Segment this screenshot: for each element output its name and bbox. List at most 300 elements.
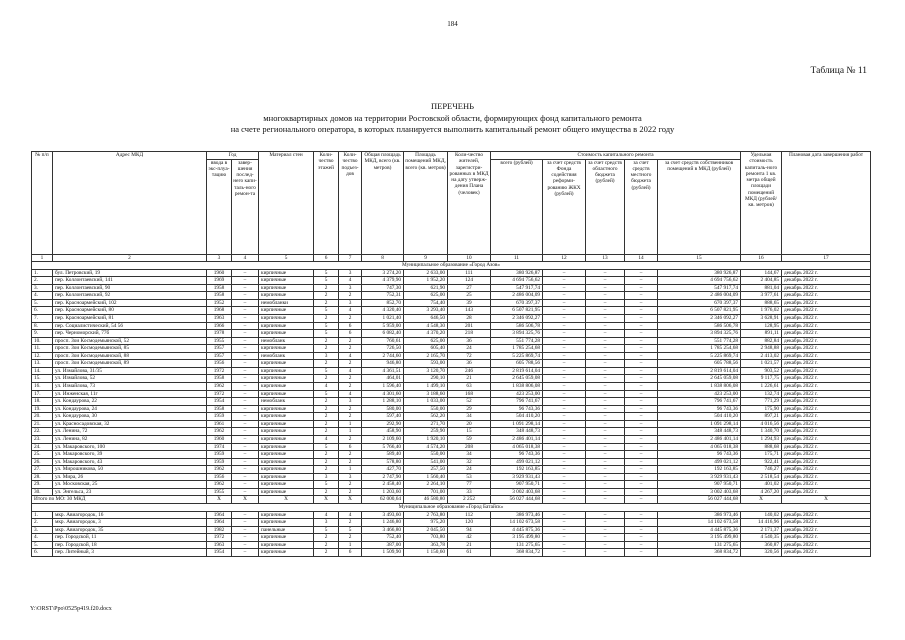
table-cell: ул. Измайлова, 52: [53, 375, 207, 383]
table-row: [32, 322, 871, 330]
table-cell: –: [586, 307, 625, 315]
table-cell: 5: [314, 443, 339, 451]
table-cell: 28.: [32, 473, 53, 481]
table-cell: –: [625, 451, 658, 459]
table-cell: –: [543, 269, 586, 277]
table-cell: 4 574,20: [404, 443, 448, 451]
table-cell: 6.: [32, 307, 53, 315]
table-cell: –: [625, 277, 658, 285]
table-cell: 5: [314, 307, 339, 315]
table-cell: –: [625, 360, 658, 368]
table-cell: 36: [448, 360, 491, 368]
table-cell: –: [586, 526, 625, 534]
table-cell: декабрь 2022 г.: [782, 435, 871, 443]
table-cell: кирпичные: [259, 405, 314, 413]
col-total-area-header: Общая площадь МКД, всего (кв. метров): [362, 152, 404, 255]
table-cell: –: [586, 299, 625, 307]
table-cell: 5: [314, 367, 339, 375]
table-cell: 208: [448, 443, 491, 451]
table-cell: 15.: [32, 375, 53, 383]
table-cell: 2: [339, 345, 362, 353]
col-number-header: № п/п: [32, 152, 53, 255]
table-cell: –: [543, 511, 586, 519]
table-cell: 670 397,37: [658, 299, 741, 307]
table-cell: 13.: [32, 360, 53, 368]
table-cell: 3 188,60: [404, 390, 448, 398]
table-cell: декабрь 2022 г.: [782, 375, 871, 383]
table-cell: 3 002 403,68: [491, 488, 543, 496]
table-row: [32, 367, 871, 375]
table-cell: 34: [448, 451, 491, 459]
table-cell: просп. Зои Космодемьянской, 85: [53, 345, 207, 353]
table-cell: ул. Ленина, 82: [53, 435, 207, 443]
column-index-cell: 14: [625, 254, 658, 262]
total-cell: X: [782, 496, 871, 504]
table-cell: –: [586, 360, 625, 368]
table-cell: 1962: [207, 428, 232, 436]
table-cell: –: [586, 466, 625, 474]
table-cell: декабрь 2022 г.: [782, 488, 871, 496]
table-cell: 5: [339, 526, 362, 534]
table-cell: 21.: [32, 420, 53, 428]
table-cell: –: [625, 488, 658, 496]
table-cell: 2: [314, 405, 339, 413]
table-row: [32, 534, 871, 542]
table-cell: ул. Энгельса, 23: [53, 488, 207, 496]
table-cell: пер. Красноармейский, 80: [53, 307, 207, 315]
table-cell: пер. Коллонтаевский, 141: [53, 277, 207, 285]
table-cell: 2 948,88: [741, 345, 782, 353]
table-cell: декабрь 2022 г.: [782, 322, 871, 330]
table-cell: 36: [448, 337, 491, 345]
table-cell: ул. Мирошникова, 50: [53, 466, 207, 474]
total-cell: X: [741, 496, 782, 504]
table-row: [32, 375, 871, 383]
table-cell: 14 416,96: [741, 519, 782, 527]
table-cell: 2.: [32, 277, 53, 285]
table-cell: 1955: [207, 337, 232, 345]
total-cell: –: [625, 496, 658, 504]
table-cell: –: [625, 284, 658, 292]
table-cell: –: [586, 322, 625, 330]
table-cell: –: [232, 405, 259, 413]
table-cell: 1.: [32, 269, 53, 277]
table-cell: 52: [448, 398, 491, 406]
table-cell: –: [543, 473, 586, 481]
table-cell: 27: [448, 284, 491, 292]
table-cell: –: [625, 269, 658, 277]
total-row: [32, 496, 871, 504]
column-index-cell: 5: [259, 254, 314, 262]
table-cell: –: [586, 541, 625, 549]
table-cell: 2 486 401,14: [658, 435, 741, 443]
table-cell: –: [232, 481, 259, 489]
table-cell: 2 763,80: [404, 511, 448, 519]
table-cell: декабрь 2022 г.: [782, 307, 871, 315]
table-cell: 2: [339, 375, 362, 383]
table-cell: 8.: [32, 322, 53, 330]
table-cell: 32: [448, 458, 491, 466]
table-cell: –: [543, 541, 586, 549]
table-cell: 21: [448, 541, 491, 549]
table-cell: пер. Литейный, 3: [53, 549, 207, 557]
column-index-cell: 1: [32, 254, 53, 262]
table-cell: –: [586, 428, 625, 436]
table-cell: 3 894 325,76: [658, 330, 741, 338]
table-cell: 2 404,85: [741, 277, 782, 285]
table-cell: 6: [339, 330, 362, 338]
table-cell: декабрь 2022 г.: [782, 284, 871, 292]
table-label: Таблица № 11: [810, 66, 867, 76]
table-cell: 5: [314, 526, 339, 534]
table-cell: 3 195 499,80: [658, 534, 741, 542]
table-cell: –: [232, 526, 259, 534]
table-cell: 597,40: [362, 413, 404, 421]
table-cell: 504 410,20: [491, 413, 543, 421]
col-floors-header: Коли-чество этажей: [314, 152, 339, 255]
table-cell: 2: [314, 428, 339, 436]
table-cell: 20: [448, 420, 491, 428]
table-cell: 1 033,00: [404, 398, 448, 406]
table-cell: 1 226,61: [741, 383, 782, 391]
table-cell: 96 743,36: [491, 451, 543, 459]
table-cell: –: [625, 352, 658, 360]
table-cell: 3 274,20: [362, 269, 404, 277]
column-index-cell: 12: [543, 254, 586, 262]
table-cell: 625,00: [404, 337, 448, 345]
table-cell: –: [625, 435, 658, 443]
table-cell: –: [232, 428, 259, 436]
table-cell: 1959: [207, 458, 232, 466]
table-cell: 2 486 004,09: [658, 292, 741, 300]
table-cell: 2: [339, 405, 362, 413]
total-cell: X: [259, 496, 314, 504]
table-row: [32, 420, 871, 428]
table-cell: декабрь 2022 г.: [782, 345, 871, 353]
table-cell: 2 346 092,27: [658, 314, 741, 322]
table-cell: 1 952,20: [404, 277, 448, 285]
table-cell: –: [543, 277, 586, 285]
table-cell: 39: [448, 299, 491, 307]
table-cell: 2: [339, 481, 362, 489]
heading-title: ПЕРЕЧЕНЬ: [431, 101, 474, 111]
table-cell: 1: [339, 420, 362, 428]
total-cell: –: [543, 496, 586, 504]
total-label: Итого по МО: 30 МКД: [32, 496, 207, 504]
table-cell: –: [543, 526, 586, 534]
table-cell: 2: [314, 466, 339, 474]
table-cell: 625,00: [404, 292, 448, 300]
table-cell: 605 788,56: [491, 360, 543, 368]
table-cell: немобланк: [259, 398, 314, 406]
table-cell: –: [625, 466, 658, 474]
table-cell: 423 253,00: [658, 390, 741, 398]
table-cell: –: [586, 390, 625, 398]
col-year-group-header: Год: [207, 152, 259, 160]
table-cell: 3: [314, 519, 339, 527]
table-cell: 5 225 869,74: [491, 352, 543, 360]
table-cell: 2: [314, 451, 339, 459]
table-cell: 4: [314, 511, 339, 519]
table-cell: 387,00: [362, 541, 404, 549]
table-cell: 891,11: [741, 330, 782, 338]
table-cell: 897,21: [741, 413, 782, 421]
table-cell: –: [586, 375, 625, 383]
table-cell: 6: [339, 443, 362, 451]
table-cell: 888,68: [741, 443, 782, 451]
table-cell: –: [586, 511, 625, 519]
table-cell: –: [232, 488, 259, 496]
table-cell: –: [543, 488, 586, 496]
table-cell: 752,31: [362, 292, 404, 300]
table-cell: 2 819 614,04: [491, 367, 543, 375]
table-cell: 1 150,60: [404, 549, 448, 557]
table-cell: 53: [448, 473, 491, 481]
table-cell: –: [232, 345, 259, 353]
table-cell: 1.: [32, 511, 53, 519]
table-cell: кирпичные: [259, 458, 314, 466]
table-cell: 3: [314, 473, 339, 481]
table-cell: 320,56: [741, 549, 782, 557]
table-cell: немобланки: [259, 299, 314, 307]
table-cell: 131 275,65: [491, 541, 543, 549]
table-cell: 458,90: [362, 428, 404, 436]
table-cell: 96 743,36: [491, 405, 543, 413]
table-cell: 881,04: [741, 284, 782, 292]
table-cell: –: [586, 405, 625, 413]
table-cell: 1 021,57: [741, 360, 782, 368]
table-cell: 192 163,85: [658, 466, 741, 474]
table-cell: 580,00: [362, 405, 404, 413]
table-cell: ул. Измайлова, 31/35: [53, 367, 207, 375]
table-cell: 547 917,74: [658, 284, 741, 292]
table-cell: 12.: [32, 352, 53, 360]
table-cell: 1964: [207, 511, 232, 519]
table-cell: 1 091 298,14: [491, 420, 543, 428]
table-cell: кирпичные: [259, 488, 314, 496]
table-cell: –: [232, 367, 259, 375]
table-cell: –: [625, 292, 658, 300]
table-cell: –: [586, 330, 625, 338]
table-row: [32, 526, 871, 534]
table-cell: ул. Измайлова, 73: [53, 383, 207, 391]
table-cell: 4: [339, 352, 362, 360]
col-year-repair-header: завер-шения послед-него капи-таль-ного ремон-та: [232, 159, 259, 254]
table-row: [32, 307, 871, 315]
table-cell: –: [586, 292, 625, 300]
file-path-footer: Y:\ORST\Ppo\0525p419.f20.docx: [30, 606, 112, 612]
table-cell: 3.: [32, 526, 53, 534]
table-cell: 3 894 325,76: [491, 330, 543, 338]
table-cell: 1 203,60: [362, 488, 404, 496]
table-cell: 1958: [207, 292, 232, 300]
table-row: [32, 443, 871, 451]
table-cell: 132,74: [741, 390, 782, 398]
table-cell: 1954: [207, 398, 232, 406]
table-cell: 3 628,91: [741, 314, 782, 322]
table-cell: 2: [314, 413, 339, 421]
table-cell: –: [625, 481, 658, 489]
table-cell: кирпичные: [259, 428, 314, 436]
table-cell: 2: [314, 314, 339, 322]
table-cell: –: [543, 383, 586, 391]
table-cell: 4: [339, 307, 362, 315]
table-cell: декабрь 2022 г.: [782, 330, 871, 338]
table-row: [32, 269, 871, 277]
col-living-area-header: Площадь помещений МКД, всего (кв. метров): [404, 152, 448, 255]
table-cell: 2: [339, 314, 362, 322]
table-cell: 2: [314, 534, 339, 542]
heading-line-2: на счете регионального оператора, в которых планируется выполнить капитальный ремонт общего имущества в 2022 году: [230, 124, 675, 134]
table-cell: –: [543, 367, 586, 375]
table-cell: 24: [448, 466, 491, 474]
section-title: Муниципальное образование «Город Батайск»: [32, 504, 871, 512]
table-cell: –: [543, 420, 586, 428]
table-cell: 1 091 298,14: [658, 420, 741, 428]
table-cell: 59: [448, 435, 491, 443]
table-cell: кирпичные: [259, 390, 314, 398]
total-cell: 46 580,80: [404, 496, 448, 504]
table-cell: 578,80: [362, 458, 404, 466]
table-cell: немобланк: [259, 352, 314, 360]
table-cell: 586 506,78: [491, 322, 543, 330]
table-cell: 1964: [207, 519, 232, 527]
table-cell: 605 788,56: [658, 360, 741, 368]
table-cell: 1962: [207, 466, 232, 474]
table-cell: 551 774,28: [491, 337, 543, 345]
table-cell: 14 102 673,58: [658, 519, 741, 527]
table-cell: 1 021,40: [362, 314, 404, 322]
table-cell: –: [543, 435, 586, 443]
table-cell: кирпичные: [259, 367, 314, 375]
table-cell: 1963: [207, 541, 232, 549]
table-cell: 6: [339, 549, 362, 557]
table-cell: 6: [339, 322, 362, 330]
table-cell: 771,29: [741, 398, 782, 406]
table-cell: 796 741,67: [491, 398, 543, 406]
col-deadline-header: Плановая дата завершения работ: [782, 152, 871, 255]
table-cell: кирпичные: [259, 375, 314, 383]
total-cell: 2 252: [448, 496, 491, 504]
table-row: [32, 541, 871, 549]
table-cell: –: [625, 443, 658, 451]
table-cell: 2 171,37: [741, 526, 782, 534]
table-cell: кирпичные: [259, 549, 314, 557]
table-cell: 882,84: [741, 337, 782, 345]
table-cell: мкр. Авиагородок, 16: [53, 511, 207, 519]
table-cell: 4 065 018,38: [491, 443, 543, 451]
table-cell: –: [232, 466, 259, 474]
table-cell: 3: [339, 299, 362, 307]
total-cell: 56 027 444,68: [491, 496, 543, 504]
table-cell: 120: [448, 519, 491, 527]
table-cell: декабрь 2022 г.: [782, 383, 871, 391]
table-cell: ул. Ленина, 72: [53, 428, 207, 436]
column-index-cell: 10: [448, 254, 491, 262]
table-cell: 2 045,50: [404, 526, 448, 534]
table-cell: 1955: [207, 488, 232, 496]
table-cell: пер. Красноармейский, 102: [53, 299, 207, 307]
table-cell: 1961: [207, 420, 232, 428]
table-cell: –: [625, 420, 658, 428]
table-cell: декабрь 2022 г.: [782, 314, 871, 322]
table-cell: декабрь 2022 г.: [782, 481, 871, 489]
table-cell: декабрь 2022 г.: [782, 292, 871, 300]
table-cell: 2: [314, 488, 339, 496]
table-cell: –: [625, 473, 658, 481]
table-cell: 1978: [207, 330, 232, 338]
table-cell: 2: [314, 420, 339, 428]
table-cell: 4: [314, 435, 339, 443]
table-cell: 2 518,54: [741, 473, 782, 481]
table-cell: –: [543, 330, 586, 338]
column-index-cell: 15: [658, 254, 741, 262]
table-cell: кирпичные: [259, 481, 314, 489]
table-cell: 386 973,46: [658, 511, 741, 519]
table-cell: кирпичные: [259, 443, 314, 451]
total-cell: X: [207, 496, 232, 504]
table-row: [32, 428, 871, 436]
table-row: [32, 519, 871, 527]
table-cell: 2 346 092,27: [491, 314, 543, 322]
table-cell: 4 267,20: [741, 488, 782, 496]
table-cell: 5: [314, 269, 339, 277]
table-cell: 5 766,40: [362, 443, 404, 451]
table-cell: 112: [448, 511, 491, 519]
table-cell: 2 413,02: [741, 352, 782, 360]
table-cell: 726,50: [362, 345, 404, 353]
table-cell: 1957: [207, 345, 232, 353]
table-cell: 499 021,12: [658, 458, 741, 466]
table-cell: 175,90: [741, 405, 782, 413]
table-cell: 380 926,87: [491, 269, 543, 277]
col-entrances-header: Коли-чество подъез-дов: [339, 152, 362, 255]
table-cell: 1959: [207, 451, 232, 459]
table-cell: 2: [314, 284, 339, 292]
table-cell: 1956: [207, 360, 232, 368]
table-cell: 2 486 401,14: [491, 435, 543, 443]
table-cell: 3.: [32, 284, 53, 292]
table-cell: 1972: [207, 390, 232, 398]
table-cell: 21: [448, 375, 491, 383]
table-cell: 292,90: [362, 420, 404, 428]
table-cell: –: [232, 511, 259, 519]
table-cell: 2: [339, 534, 362, 542]
table-cell: кирпичные: [259, 314, 314, 322]
table-cell: 852,70: [362, 299, 404, 307]
table-cell: ул. Макаровского, 100: [53, 443, 207, 451]
table-cell: декабрь 2022 г.: [782, 420, 871, 428]
total-cell: X: [232, 496, 259, 504]
table-cell: –: [625, 413, 658, 421]
table-cell: 3 929 931,43: [491, 473, 543, 481]
table-cell: 5 959,00: [362, 322, 404, 330]
table-cell: 111: [448, 269, 491, 277]
table-cell: 621,90: [404, 284, 448, 292]
column-index-cell: 2: [53, 254, 207, 262]
table-cell: 703,80: [404, 534, 448, 542]
table-cell: –: [586, 314, 625, 322]
table-cell: декабрь 2022 г.: [782, 413, 871, 421]
table-cell: декабрь 2022 г.: [782, 299, 871, 307]
table-cell: 2: [339, 360, 362, 368]
table-cell: 4 540,35: [741, 534, 782, 542]
table-cell: –: [232, 451, 259, 459]
table-cell: 4 548,30: [404, 322, 448, 330]
table-cell: 2 633,00: [404, 269, 448, 277]
table-cell: 550,00: [404, 451, 448, 459]
table-cell: кирпичные: [259, 307, 314, 315]
